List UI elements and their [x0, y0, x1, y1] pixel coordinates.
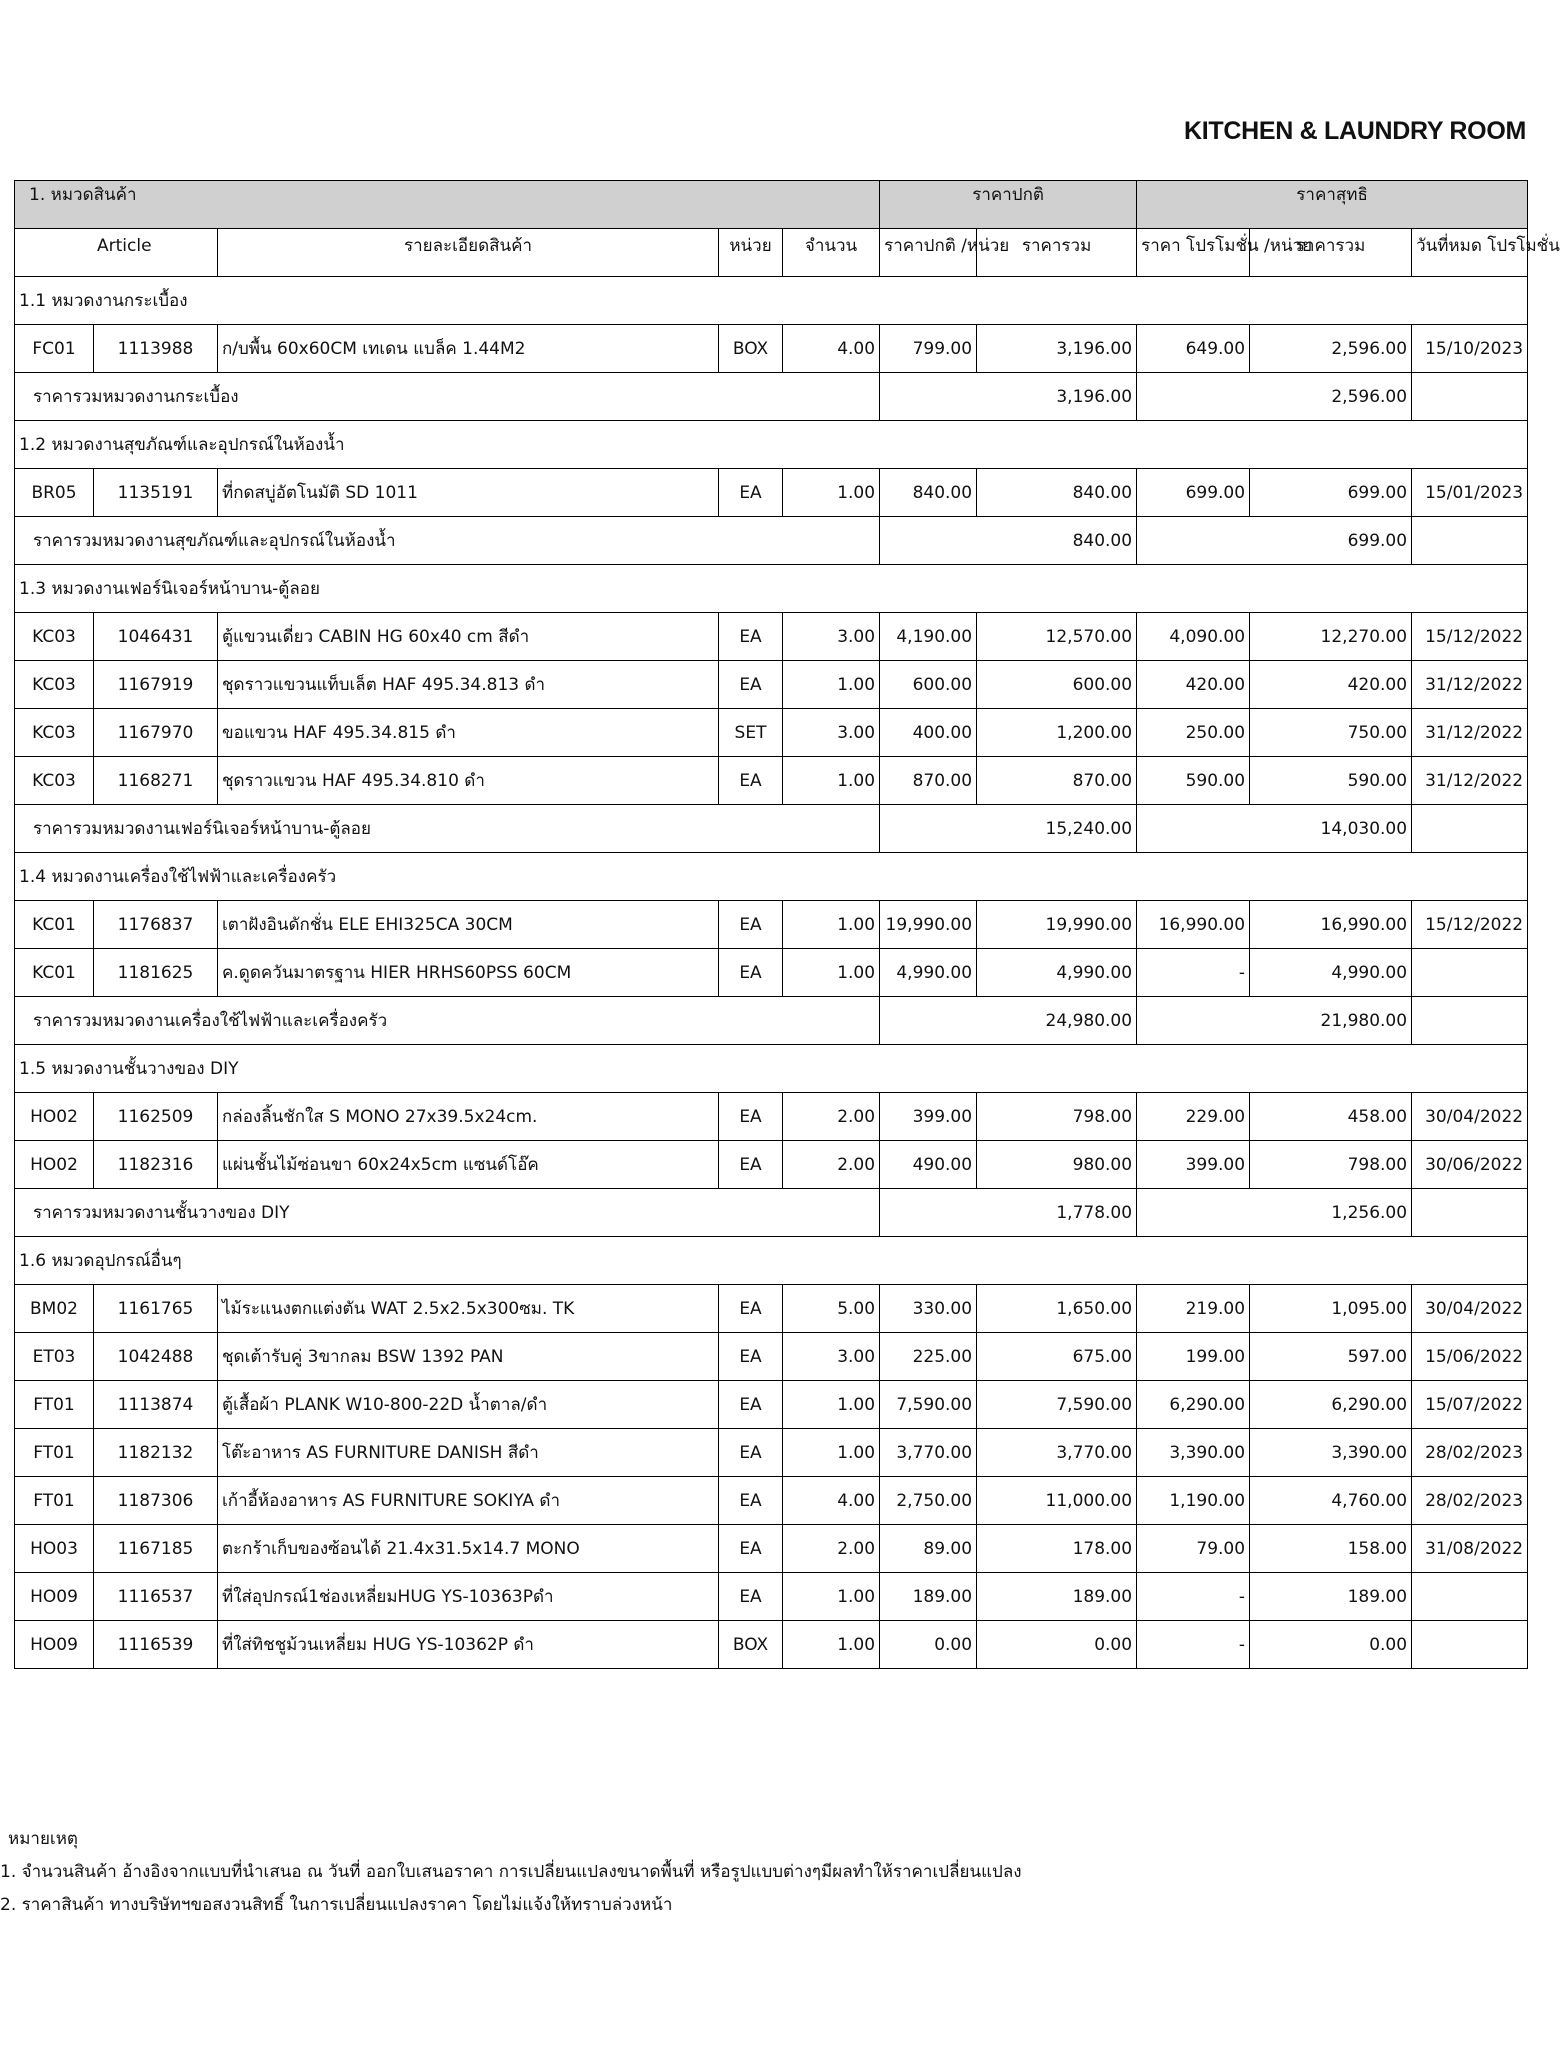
subtotal-blank: [1412, 517, 1528, 565]
row-promo-price: -: [1137, 949, 1250, 997]
row-net-total: 597.00: [1250, 1333, 1412, 1381]
row-net-total: 12,270.00: [1250, 613, 1412, 661]
section-title: 1.2 หมวดงานสุขภัณฑ์และอุปกรณ์ในห้องน้ำ: [15, 421, 1528, 469]
row-unit-price: 89.00: [880, 1525, 977, 1573]
header-row-groups: [15, 181, 1528, 229]
section-row: [15, 1045, 1528, 1093]
row-qty: 5.00: [783, 1285, 880, 1333]
row-code: KC03: [15, 613, 94, 661]
row-qty: 2.00: [783, 1093, 880, 1141]
subtotal-net: 14,030.00: [1250, 805, 1412, 853]
row-code: HO03: [15, 1525, 94, 1573]
row-unit-price: 225.00: [880, 1333, 977, 1381]
row-qty: 1.00: [783, 661, 880, 709]
row-article: 1181625: [94, 949, 218, 997]
row-article: 1167185: [94, 1525, 218, 1573]
row-promo-price: 1,190.00: [1137, 1477, 1250, 1525]
table-row: [15, 1573, 1528, 1621]
row-qty: 4.00: [783, 325, 880, 373]
subtotal-row: [15, 997, 1528, 1045]
row-total: 0.00: [977, 1621, 1137, 1669]
row-promo-price: 6,290.00: [1137, 1381, 1250, 1429]
table-row: [15, 1477, 1528, 1525]
table-row: [15, 901, 1528, 949]
row-unit-price: 400.00: [880, 709, 977, 757]
note-line-2: 2. ราคาสินค้า ทางบริษัทฯขอสงวนสิทธิ์ ในการเปลี่ยนแปลงราคา โดยไม่แจ้งให้ทราบล่วงหน้า: [0, 1895, 673, 1915]
row-net-total: 798.00: [1250, 1141, 1412, 1189]
row-promo-price: 420.00: [1137, 661, 1250, 709]
row-net-total: 420.00: [1250, 661, 1412, 709]
subtotal-label: ราคารวมหมวดงานสุขภัณฑ์และอุปกรณ์ในห้องน้ำ: [15, 517, 880, 565]
row-qty: 1.00: [783, 1573, 880, 1621]
row-desc: เตาฝังอินดักชั่น ELE EHI325CA 30CM: [218, 901, 719, 949]
row-total: 1,200.00: [977, 709, 1137, 757]
header-row-columns: [15, 229, 1528, 277]
row-promo-price: 250.00: [1137, 709, 1250, 757]
subtotal-blank: [1412, 805, 1528, 853]
row-promo-end: 31/12/2022: [1412, 709, 1528, 757]
row-promo-end: 15/07/2022: [1412, 1381, 1528, 1429]
row-unit: EA: [719, 1525, 783, 1573]
table-row: [15, 613, 1528, 661]
row-desc: ไม้ระแนงตกแต่งตัน WAT 2.5x2.5x300ซม. TK: [218, 1285, 719, 1333]
row-promo-price: 3,390.00: [1137, 1429, 1250, 1477]
row-desc: ที่กดสบู่อัตโนมัติ SD 1011: [218, 469, 719, 517]
row-desc: ตะกร้าเก็บของซ้อนได้ 21.4x31.5x14.7 MONO: [218, 1525, 719, 1573]
row-unit: EA: [719, 1429, 783, 1477]
row-promo-end: 31/12/2022: [1412, 661, 1528, 709]
row-desc: โต๊ะอาหาร AS FURNITURE DANISH สีดำ: [218, 1429, 719, 1477]
subtotal-blank: [880, 805, 977, 853]
row-code: ET03: [15, 1333, 94, 1381]
subtotal-label: ราคารวมหมวดงานกระเบื้อง: [15, 373, 880, 421]
row-desc: ขอแขวน HAF 495.34.815 ดำ: [218, 709, 719, 757]
row-code: KC03: [15, 757, 94, 805]
row-article: 1162509: [94, 1093, 218, 1141]
row-code: HO09: [15, 1573, 94, 1621]
row-unit-price: 2,750.00: [880, 1477, 977, 1525]
section-row: [15, 277, 1528, 325]
row-promo-end: 31/12/2022: [1412, 757, 1528, 805]
row-promo-price: 399.00: [1137, 1141, 1250, 1189]
row-unit: EA: [719, 1333, 783, 1381]
row-qty: 4.00: [783, 1477, 880, 1525]
row-promo-price: 649.00: [1137, 325, 1250, 373]
subtotal-blank: [1137, 517, 1250, 565]
row-net-total: 3,390.00: [1250, 1429, 1412, 1477]
row-total: 600.00: [977, 661, 1137, 709]
row-promo-end: 15/12/2022: [1412, 613, 1528, 661]
row-unit: EA: [719, 1141, 783, 1189]
row-promo-end: [1412, 949, 1528, 997]
row-promo-price: 79.00: [1137, 1525, 1250, 1573]
row-unit: EA: [719, 949, 783, 997]
row-total: 798.00: [977, 1093, 1137, 1141]
row-total: 7,590.00: [977, 1381, 1137, 1429]
net-price-header: ราคาสุทธิ: [1137, 181, 1528, 229]
row-qty: 1.00: [783, 1381, 880, 1429]
row-qty: 3.00: [783, 613, 880, 661]
row-unit-price: 490.00: [880, 1141, 977, 1189]
subtotal-net: 21,980.00: [1250, 997, 1412, 1045]
row-total: 189.00: [977, 1573, 1137, 1621]
col-unit-price: ราคาปกติ /หน่วย: [880, 229, 977, 277]
row-promo-end: 28/02/2023: [1412, 1477, 1528, 1525]
row-unit-price: 600.00: [880, 661, 977, 709]
row-code: FT01: [15, 1381, 94, 1429]
subtotal-normal: 3,196.00: [977, 373, 1137, 421]
row-unit-price: 799.00: [880, 325, 977, 373]
row-code: FC01: [15, 325, 94, 373]
row-code: HO02: [15, 1093, 94, 1141]
row-net-total: 16,990.00: [1250, 901, 1412, 949]
row-article: 1168271: [94, 757, 218, 805]
page-title: KITCHEN & LAUNDRY ROOM: [1183, 117, 1526, 145]
row-unit-price: 870.00: [880, 757, 977, 805]
row-desc: ที่ใส่ทิชชูม้วนเหลี่ยม HUG YS-10362P ดำ: [218, 1621, 719, 1669]
table-row: [15, 1141, 1528, 1189]
row-unit: SET: [719, 709, 783, 757]
subtotal-row: [15, 1189, 1528, 1237]
row-article: 1182132: [94, 1429, 218, 1477]
row-qty: 1.00: [783, 1621, 880, 1669]
row-code: FT01: [15, 1429, 94, 1477]
row-desc: ชุดเต้ารับคู่ 3ขากลม BSW 1392 PAN: [218, 1333, 719, 1381]
table-row: [15, 1429, 1528, 1477]
table-row: [15, 709, 1528, 757]
subtotal-net: 1,256.00: [1250, 1189, 1412, 1237]
table-row: [15, 1093, 1528, 1141]
subtotal-blank: [1137, 805, 1250, 853]
row-net-total: 2,596.00: [1250, 325, 1412, 373]
row-unit: EA: [719, 757, 783, 805]
row-net-total: 750.00: [1250, 709, 1412, 757]
subtotal-normal: 15,240.00: [977, 805, 1137, 853]
row-article: 1182316: [94, 1141, 218, 1189]
row-total: 19,990.00: [977, 901, 1137, 949]
section-title: 1.6 หมวดอุปกรณ์อื่นๆ: [15, 1237, 1528, 1285]
row-desc: ชุดราวแขวนแท็บเล็ต HAF 495.34.813 ดำ: [218, 661, 719, 709]
row-code: BM02: [15, 1285, 94, 1333]
row-net-total: 4,990.00: [1250, 949, 1412, 997]
subtotal-normal: 840.00: [977, 517, 1137, 565]
row-code: KC03: [15, 709, 94, 757]
row-promo-price: 199.00: [1137, 1333, 1250, 1381]
table-row: [15, 757, 1528, 805]
row-qty: 1.00: [783, 469, 880, 517]
row-net-total: 6,290.00: [1250, 1381, 1412, 1429]
note-line-1: 1. จำนวนสินค้า อ้างอิงจากแบบที่นำเสนอ ณ วันที่ ออกใบเสนอราคา การเปลี่ยนแปลงขนาดพื้นที่ หรือรูปแบบต่างๆมีผลทำให้ราคาเปลี่ยนแปลง: [0, 1862, 1022, 1882]
row-promo-price: 229.00: [1137, 1093, 1250, 1141]
section-title: 1.4 หมวดงานเครื่องใช้ไฟฟ้าและเครื่องครัว: [15, 853, 1528, 901]
row-qty: 1.00: [783, 1429, 880, 1477]
subtotal-net: 699.00: [1250, 517, 1412, 565]
row-unit: EA: [719, 901, 783, 949]
row-unit: EA: [719, 661, 783, 709]
subtotal-blank: [1137, 997, 1250, 1045]
row-qty: 2.00: [783, 1141, 880, 1189]
section-row: [15, 1237, 1528, 1285]
row-net-total: 4,760.00: [1250, 1477, 1412, 1525]
row-unit-price: 19,990.00: [880, 901, 977, 949]
row-unit-price: 840.00: [880, 469, 977, 517]
row-unit-price: 7,590.00: [880, 1381, 977, 1429]
section-title: 1.1 หมวดงานกระเบื้อง: [15, 277, 1528, 325]
category-header: 1. หมวดสินค้า: [15, 181, 880, 229]
col-total: ราคารวม: [977, 229, 1137, 277]
row-desc: ที่ใส่อุปกรณ์1ช่องเหลี่ยมHUG YS-10363Pดำ: [218, 1573, 719, 1621]
row-promo-price: 699.00: [1137, 469, 1250, 517]
row-desc: แผ่นชั้นไม้ซ่อนขา 60x24x5cm แซนด์โอ๊ค: [218, 1141, 719, 1189]
row-unit: BOX: [719, 325, 783, 373]
col-promo-price: ราคา โปรโมชั่น /หน่วย: [1137, 229, 1250, 277]
row-desc: เก้าอี้ห้องอาหาร AS FURNITURE SOKIYA ดำ: [218, 1477, 719, 1525]
row-promo-end: 15/01/2023: [1412, 469, 1528, 517]
row-unit-price: 189.00: [880, 1573, 977, 1621]
row-unit: EA: [719, 1381, 783, 1429]
row-qty: 1.00: [783, 757, 880, 805]
row-qty: 2.00: [783, 1525, 880, 1573]
section-title: 1.3 หมวดงานเฟอร์นิเจอร์หน้าบาน-ตู้ลอย: [15, 565, 1528, 613]
row-unit: EA: [719, 1093, 783, 1141]
row-total: 870.00: [977, 757, 1137, 805]
row-unit-price: 4,190.00: [880, 613, 977, 661]
row-net-total: 458.00: [1250, 1093, 1412, 1141]
table-row: [15, 469, 1528, 517]
row-total: 1,650.00: [977, 1285, 1137, 1333]
subtotal-row: [15, 805, 1528, 853]
subtotal-normal: 24,980.00: [977, 997, 1137, 1045]
subtotal-row: [15, 373, 1528, 421]
subtotal-blank: [880, 373, 977, 421]
col-net-total: ราคารวม: [1250, 229, 1412, 277]
col-qty: จำนวน: [783, 229, 880, 277]
row-desc: ตู้แขวนเดี่ยว CABIN HG 60x40 cm สีดำ: [218, 613, 719, 661]
row-promo-price: 219.00: [1137, 1285, 1250, 1333]
row-total: 4,990.00: [977, 949, 1137, 997]
row-total: 12,570.00: [977, 613, 1137, 661]
row-qty: 3.00: [783, 709, 880, 757]
row-code: FT01: [15, 1477, 94, 1525]
row-unit-price: 0.00: [880, 1621, 977, 1669]
row-net-total: 158.00: [1250, 1525, 1412, 1573]
row-net-total: 0.00: [1250, 1621, 1412, 1669]
subtotal-blank: [1137, 1189, 1250, 1237]
row-net-total: 189.00: [1250, 1573, 1412, 1621]
row-code: HO02: [15, 1141, 94, 1189]
table-row: [15, 1285, 1528, 1333]
row-article: 1161765: [94, 1285, 218, 1333]
row-desc: ตู้เสื้อผ้า PLANK W10-800-22D น้ำตาล/ดำ: [218, 1381, 719, 1429]
row-promo-end: 30/06/2022: [1412, 1141, 1528, 1189]
row-article: 1167970: [94, 709, 218, 757]
row-promo-end: 15/12/2022: [1412, 901, 1528, 949]
subtotal-blank: [1412, 997, 1528, 1045]
subtotal-blank: [1412, 373, 1528, 421]
row-article: 1113874: [94, 1381, 218, 1429]
subtotal-label: ราคารวมหมวดงานเครื่องใช้ไฟฟ้าและเครื่องครัว: [15, 997, 880, 1045]
table-row: [15, 949, 1528, 997]
row-unit: EA: [719, 1285, 783, 1333]
row-unit: BOX: [719, 1621, 783, 1669]
subtotal-blank: [880, 517, 977, 565]
row-desc: ก/บพื้น 60x60CM เทเดน แบล็ค 1.44M2: [218, 325, 719, 373]
row-unit-price: 4,990.00: [880, 949, 977, 997]
col-promo-end: วันที่หมด โปรโมชั่น: [1412, 229, 1528, 277]
section-title: 1.5 หมวดงานชั้นวางของ DIY: [15, 1045, 1528, 1093]
subtotal-normal: 1,778.00: [977, 1189, 1137, 1237]
row-unit: EA: [719, 1477, 783, 1525]
row-total: 11,000.00: [977, 1477, 1137, 1525]
row-code: KC03: [15, 661, 94, 709]
row-promo-end: 30/04/2022: [1412, 1093, 1528, 1141]
row-net-total: 699.00: [1250, 469, 1412, 517]
row-code: HO09: [15, 1621, 94, 1669]
row-article: 1135191: [94, 469, 218, 517]
row-total: 675.00: [977, 1333, 1137, 1381]
row-article: 1116539: [94, 1621, 218, 1669]
subtotal-net: 2,596.00: [1250, 373, 1412, 421]
row-qty: 3.00: [783, 1333, 880, 1381]
row-code: KC01: [15, 949, 94, 997]
row-qty: 1.00: [783, 901, 880, 949]
row-promo-price: 590.00: [1137, 757, 1250, 805]
row-net-total: 1,095.00: [1250, 1285, 1412, 1333]
row-article: 1176837: [94, 901, 218, 949]
row-total: 3,770.00: [977, 1429, 1137, 1477]
table-row: [15, 325, 1528, 373]
row-article: 1046431: [94, 613, 218, 661]
row-code: KC01: [15, 901, 94, 949]
col-article: Article: [15, 229, 218, 277]
row-unit-price: 399.00: [880, 1093, 977, 1141]
subtotal-blank: [1137, 373, 1250, 421]
row-promo-end: 30/04/2022: [1412, 1285, 1528, 1333]
row-unit: EA: [719, 469, 783, 517]
row-total: 980.00: [977, 1141, 1137, 1189]
row-total: 178.00: [977, 1525, 1137, 1573]
row-total: 3,196.00: [977, 325, 1137, 373]
table-row: [15, 1333, 1528, 1381]
row-promo-end: 28/02/2023: [1412, 1429, 1528, 1477]
subtotal-row: [15, 517, 1528, 565]
row-promo-end: 15/06/2022: [1412, 1333, 1528, 1381]
row-code: BR05: [15, 469, 94, 517]
notes-heading: หมายเหตุ: [8, 1829, 78, 1849]
col-unit: หน่วย: [719, 229, 783, 277]
table-row: [15, 1525, 1528, 1573]
normal-price-header: ราคาปกติ: [880, 181, 1137, 229]
table-row: [15, 661, 1528, 709]
subtotal-blank: [880, 997, 977, 1045]
row-promo-price: 4,090.00: [1137, 613, 1250, 661]
row-qty: 1.00: [783, 949, 880, 997]
row-article: 1187306: [94, 1477, 218, 1525]
table-row: [15, 1621, 1528, 1669]
section-row: [15, 565, 1528, 613]
row-article: 1167919: [94, 661, 218, 709]
subtotal-blank: [880, 1189, 977, 1237]
row-promo-price: 16,990.00: [1137, 901, 1250, 949]
row-promo-price: -: [1137, 1621, 1250, 1669]
row-article: 1042488: [94, 1333, 218, 1381]
row-promo-price: -: [1137, 1573, 1250, 1621]
subtotal-label: ราคารวมหมวดงานเฟอร์นิเจอร์หน้าบาน-ตู้ลอย: [15, 805, 880, 853]
row-total: 840.00: [977, 469, 1137, 517]
subtotal-blank: [1412, 1189, 1528, 1237]
row-promo-end: [1412, 1621, 1528, 1669]
quotation-table: [14, 180, 1560, 1669]
row-net-total: 590.00: [1250, 757, 1412, 805]
table-row: [15, 1381, 1528, 1429]
notes: [0, 1823, 1022, 1922]
row-desc: กล่องลิ้นชักใส S MONO 27x39.5x24cm.: [218, 1093, 719, 1141]
row-desc: ชุดราวแขวน HAF 495.34.810 ดำ: [218, 757, 719, 805]
row-promo-end: [1412, 1573, 1528, 1621]
row-article: 1113988: [94, 325, 218, 373]
section-row: [15, 421, 1528, 469]
subtotal-label: ราคารวมหมวดงานชั้นวางของ DIY: [15, 1189, 880, 1237]
row-unit-price: 330.00: [880, 1285, 977, 1333]
row-article: 1116537: [94, 1573, 218, 1621]
row-unit: EA: [719, 1573, 783, 1621]
row-promo-end: 31/08/2022: [1412, 1525, 1528, 1573]
row-desc: ค.ดูดควันมาตรฐาน HIER HRHS60PSS 60CM: [218, 949, 719, 997]
row-promo-end: 15/10/2023: [1412, 325, 1528, 373]
section-row: [15, 853, 1528, 901]
row-unit-price: 3,770.00: [880, 1429, 977, 1477]
row-unit: EA: [719, 613, 783, 661]
col-desc: รายละเอียดสินค้า: [218, 229, 719, 277]
